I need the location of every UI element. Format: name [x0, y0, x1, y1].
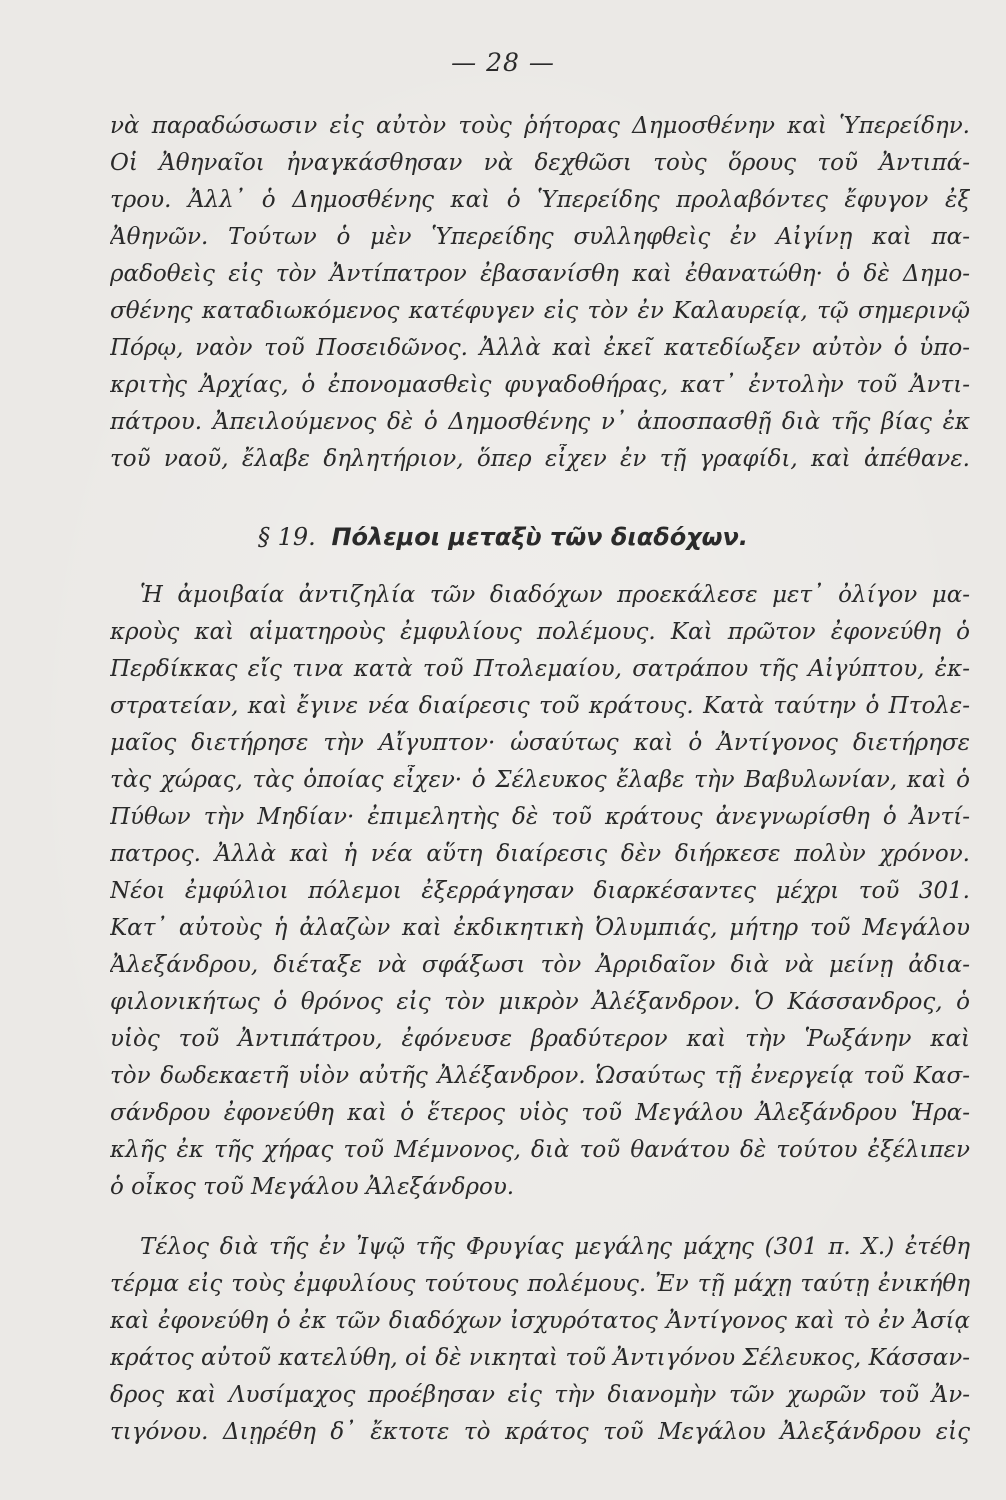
text-line: τιγόνου. Διῃρέθη δ᾽ ἔκτοτε τὸ κράτος τοῦ Μεγάλου Ἀλεξάνδρου εἰς [110, 1419, 970, 1445]
text-line: κροὺς καὶ αἱματηροὺς ἐμφυλίους πολέμους. Καὶ πρῶτον ἐφονεύθη ὁ [110, 619, 970, 645]
text-line: τὰς χώρας, τὰς ὁποίας εἶχεν· ὁ Σέλευκος ἔλαβε τὴν Βαβυλωνίαν, καὶ ὁ [110, 767, 970, 793]
section-heading [0, 522, 1006, 552]
text-line: Ἡ ἀμοιβαία ἀντιζηλία τῶν διαδόχων προεκάλεσε μετ᾽ ὀλίγον μα- [140, 582, 970, 608]
text-line: ὁ οἶκος τοῦ Μεγάλου Ἀλεξάνδρου. [110, 1174, 515, 1200]
text-line: Ἀθηνῶν. Τούτων ὁ μὲν Ὑπερείδης συλληφθεὶς ἐν Αἰγίνῃ καὶ πα- [110, 224, 970, 250]
text-line: τὸν δωδεκαετῆ υἱὸν αὐτῆς Ἀλέξανδρον. Ὡσαύτως τῇ ἐνεργείᾳ τοῦ Κασ- [110, 1063, 970, 1089]
text-line: σθένης καταδιωκόμενος κατέφυγεν εἰς τὸν ἐν Καλαυρείᾳ, τῷ σημερινῷ [110, 298, 970, 324]
text-line: Οἱ Ἀθηναῖοι ἠναγκάσθησαν νὰ δεχθῶσι τοὺς ὅρους τοῦ Ἀντιπά- [110, 150, 970, 176]
section-title: Πόλεμοι μεταξὺ τῶν διαδόχων. [331, 523, 748, 551]
text-line: Πύθων τὴν Μηδίαν· ἐπιμελητὴς δὲ τοῦ κράτους ἀνεγνωρίσθη ὁ Ἀντί- [110, 804, 970, 830]
text-line: πατρος. Ἀλλὰ καὶ ἡ νέα αὕτη διαίρεσις δὲν διήρκεσε πολὺν χρόνον. [110, 841, 970, 867]
text-line: τοῦ ναοῦ, ἔλαβε δηλητήριον, ὅπερ εἶχεν ἐν τῇ γραφίδι, καὶ ἀπέθανε. [110, 446, 970, 472]
text-line: μαῖος διετήρησε τὴν Αἴγυπτον· ὡσαύτως καὶ ὁ Ἀντίγονος διετήρησε [110, 730, 970, 756]
text-line: Ἀλεξάνδρου, διέταξε νὰ σφάξωσι τὸν Ἀρριδαῖον διὰ νὰ μείνῃ ἀδια- [110, 952, 970, 978]
text-line: Πόρῳ, ναὸν τοῦ Ποσειδῶνος. Ἀλλὰ καὶ ἐκεῖ κατεδίωξεν αὐτὸν ὁ ὑπο- [110, 335, 970, 361]
text-line: νὰ παραδώσωσιν εἰς αὐτὸν τοὺς ῥήτορας Δημοσθένην καὶ Ὑπερείδην. [110, 113, 970, 139]
section-number: § 19. [258, 523, 316, 551]
text-line: Νέοι ἐμφύλιοι πόλεμοι ἐξερράγησαν διαρκέσαντες μέχρι τοῦ 301. [110, 878, 970, 904]
text-line: κλῆς ἐκ τῆς χήρας τοῦ Μέμνονος, διὰ τοῦ θανάτου δὲ τούτου ἐξέλιπεν [110, 1137, 970, 1163]
text-line: κράτος αὐτοῦ κατελύθη, οἱ δὲ νικηταὶ τοῦ Ἀντιγόνου Σέλευκος, Κάσσαν- [110, 1345, 970, 1371]
text-line: κριτὴς Ἀρχίας, ὁ ἐπονομασθεὶς φυγαδοθήρας, κατ᾽ ἐντολὴν τοῦ Ἀντι- [110, 372, 970, 398]
text-line: Τέλος διὰ τῆς ἐν Ἰψῷ τῆς Φρυγίας μεγάλης μάχης (301 π. Χ.) ἐτέθη [140, 1234, 970, 1260]
text-line: δρος καὶ Λυσίμαχος προέβησαν εἰς τὴν διανομὴν τῶν χωρῶν τοῦ Ἀν- [110, 1382, 970, 1408]
text-line: στρατείαν, καὶ ἔγινε νέα διαίρεσις τοῦ κράτους. Κατὰ ταύτην ὁ Πτολε- [110, 693, 970, 719]
page-number: — 28 — [451, 48, 555, 77]
text-line: τρου. Ἀλλ᾽ ὁ Δημοσθένης καὶ ὁ Ὑπερείδης προλαβόντες ἔφυγον ἐξ [110, 187, 970, 213]
text-line: φιλονικήτως ὁ θρόνος εἰς τὸν μικρὸν Ἀλέξανδρον. Ὁ Κάσσανδρος, ὁ [110, 989, 970, 1015]
text-line: Κατ᾽ αὐτοὺς ἡ ἀλαζὼν καὶ ἐκδικητικὴ Ὀλυμπιάς, μήτηρ τοῦ Μεγάλου [110, 915, 970, 941]
text-line: Περδίκκας εἴς τινα κατὰ τοῦ Πτολεμαίου, σατράπου τῆς Αἰγύπτου, ἐκ- [110, 656, 970, 682]
text-line: πάτρου. Ἀπειλούμενος δὲ ὁ Δημοσθένης ν᾽ ἀποσπασθῇ διὰ τῆς βίας ἐκ [110, 409, 970, 435]
text-line: ραδοθεὶς εἰς τὸν Ἀντίπατρον ἐβασανίσθη καὶ ἐθανατώθη· ὁ δὲ Δημο- [110, 261, 970, 287]
text-line: τέρμα εἰς τοὺς ἐμφυλίους τούτους πολέμους. Ἐν τῇ μάχῃ ταύτῃ ἐνικήθη [110, 1271, 970, 1297]
text-line: σάνδρου ἐφονεύθη καὶ ὁ ἕτερος υἱὸς τοῦ Μεγάλου Ἀλεξάνδρου Ἡρα- [110, 1100, 970, 1126]
text-line: καὶ ἐφονεύθη ὁ ἐκ τῶν διαδόχων ἰσχυρότατος Ἀντίγονος καὶ τὸ ἐν Ἀσίᾳ [110, 1308, 970, 1334]
text-line: υἱὸς τοῦ Ἀντιπάτρου, ἐφόνευσε βραδύτερον καὶ τὴν Ῥωξάνην καὶ [110, 1026, 970, 1052]
